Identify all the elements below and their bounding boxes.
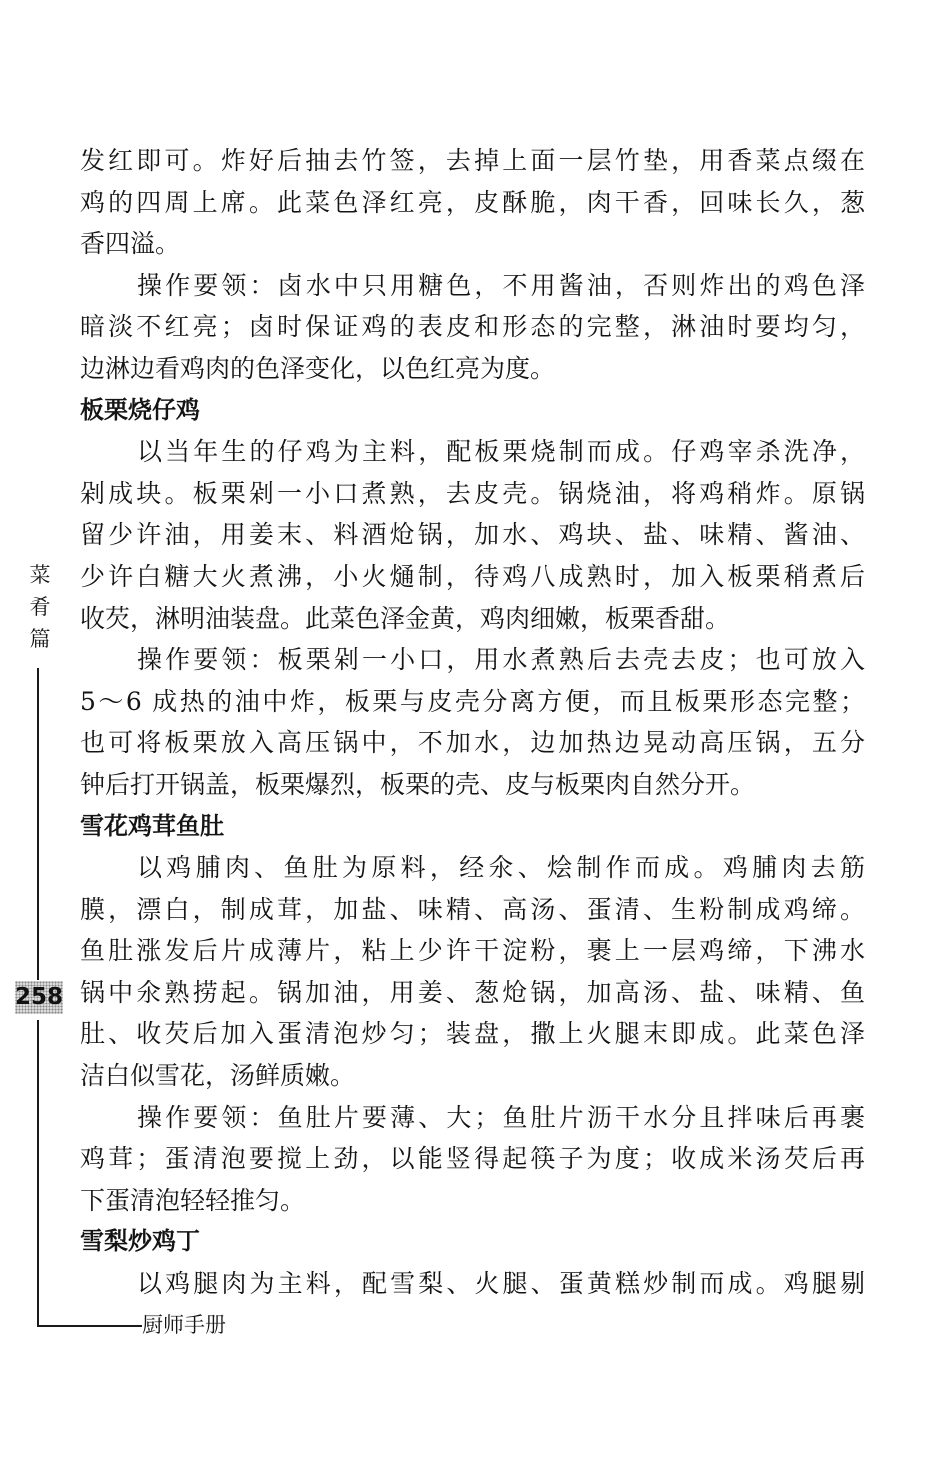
paragraph-line: 鱼肚涨发后片成薄片，粘上少许干淀粉，裹上一层鸡缔，下沸水: [80, 936, 865, 966]
paragraph-line: 锅中氽熟捞起。锅加油，用姜、葱炝锅，加高汤、盐、味精、鱼: [80, 977, 865, 1007]
paragraph-line: 5～6 成热的油中炸，板栗与皮壳分离方便，而且板栗形态完整；: [80, 686, 865, 716]
paragraph-line: 香四溢。: [80, 229, 181, 259]
paragraph-line: 钟后打开锅盖，板栗爆烈，板栗的壳、皮与板栗肉自然分开。: [80, 769, 756, 799]
paragraph-first-line: 操作要领：卤水中只用糖色，不用酱油，否则炸出的鸡色泽: [137, 270, 865, 300]
paragraph-line: 留少许油，用姜末、料酒炝锅，加水、鸡块、盐、味精、酱油、: [80, 520, 865, 550]
paragraph-line: 膜，漂白，制成茸，加盐、味精、高汤、蛋清、生粉制成鸡缔。: [80, 894, 865, 924]
margin-rule-bottom: [37, 1020, 39, 1325]
paragraph-first-line: 以当年生的仔鸡为主料，配板栗烧制而成。仔鸡宰杀洗净，: [137, 437, 865, 467]
paragraph-first-line: 以鸡脯肉、鱼肚为原料，经氽、烩制作而成。鸡脯肉去筋: [137, 853, 865, 883]
body-text: [80, 140, 865, 1305]
paragraph-line: 剁成块。板栗剁一小口煮熟，去皮壳。锅烧油，将鸡稍炸。原锅: [80, 478, 865, 508]
paragraph-line: 少许白糖大火煮沸，小火熥制，待鸡八成熟时，加入板栗稍煮后: [80, 561, 865, 591]
paragraph-first-line: 操作要领：板栗剁一小口，用水煮熟后去壳去皮；也可放入: [137, 645, 865, 675]
paragraph-line: 洁白似雪花，汤鲜质嫩。: [80, 1061, 356, 1091]
recipe-heading: 雪花鸡茸鱼肚: [80, 811, 224, 840]
paragraph-line: 发红即可。炸好后抽去竹签，去掉上面一层竹垫，用香菜点缀在: [80, 146, 865, 175]
paragraph-line: 暗淡不红亮；卤时保证鸡的表皮和形态的完整，淋油时要均匀，: [80, 312, 865, 342]
paragraph-line: 肚、收芡后加入蛋清泡炒匀；装盘，撒上火腿末即成。此菜色泽: [80, 1019, 865, 1049]
footer-book-title: 厨师手册: [142, 1313, 226, 1337]
footer-rule: [37, 1325, 142, 1327]
section-side-label: [29, 559, 51, 655]
recipe-heading: 板栗烧仔鸡: [80, 395, 200, 424]
side-label-char: 菜: [29, 563, 51, 587]
side-label-char: 肴: [29, 595, 51, 619]
paragraph-line: 鸡的四周上席。此菜色泽红亮，皮酥脆，肉干香，回味长久，葱: [80, 187, 865, 217]
paragraph-line: 下蛋清泡轻轻推匀。: [80, 1185, 306, 1215]
paragraph-line: 收芡，淋明油装盘。此菜色泽金黄，鸡肉细嫩，板栗香甜。: [80, 603, 731, 633]
margin-rule-top: [37, 668, 39, 980]
side-label-char: 篇: [29, 627, 51, 651]
paragraph-line: 鸡茸；蛋清泡要搅上劲，以能竖得起筷子为度；收成米汤芡后再: [80, 1144, 865, 1174]
page-number: 258: [15, 981, 63, 1014]
paragraph-first-line: 以鸡腿肉为主料，配雪梨、火腿、蛋黄糕炒制而成。鸡腿剔: [137, 1269, 865, 1299]
paragraph-first-line: 操作要领：鱼肚片要薄、大；鱼肚片沥干水分且拌味后再裹: [137, 1102, 865, 1132]
paragraph-line: 边淋边看鸡肉的色泽变化，以色红亮为度。: [80, 353, 556, 383]
recipe-heading: 雪梨炒鸡丁: [80, 1227, 200, 1256]
paragraph-line: 也可将板栗放入高压锅中，不加水，边加热边晃动高压锅，五分: [80, 728, 865, 758]
